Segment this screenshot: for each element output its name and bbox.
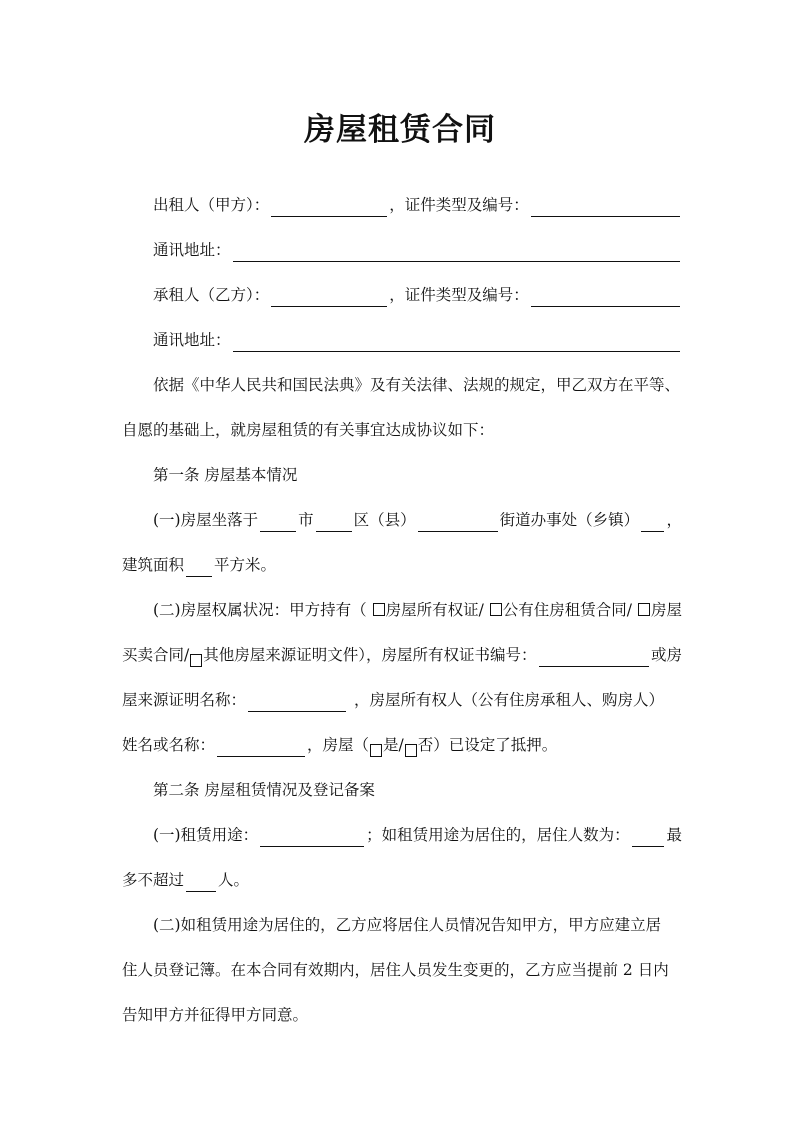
lessor-address-field[interactable] <box>233 243 680 262</box>
owner-label: ，房屋所有权人（公有住房承租人、购房人） <box>354 691 665 709</box>
lessor-name-field[interactable] <box>271 198 387 217</box>
town-field[interactable] <box>641 513 664 532</box>
ownership-l2-end: 或房 <box>650 646 682 664</box>
opt-ownership-cert: 房屋所有权证/ <box>385 601 484 619</box>
source-doc-field[interactable] <box>248 693 346 712</box>
residents-count-field[interactable] <box>632 828 665 847</box>
opt-house: 房屋 <box>650 601 682 619</box>
max-residents-suffix: 人。 <box>218 871 250 889</box>
lessor-id-field[interactable] <box>531 198 680 217</box>
purpose-field[interactable] <box>260 828 364 847</box>
article-1-heading: 第一条 房屋基本情况 <box>153 466 298 484</box>
street-label: 街道办事处（乡镇） <box>499 511 640 529</box>
lessee-address-label: 通讯地址： <box>153 331 231 349</box>
owner-name-label: 姓名或名称： <box>122 736 216 754</box>
contract-title: 房屋租赁合同 <box>304 112 496 148</box>
street-field[interactable] <box>418 513 498 532</box>
owner-name-field[interactable] <box>217 738 305 757</box>
lessee-line <box>153 283 682 307</box>
lessee-id-label: ，证件类型及编号： <box>389 286 529 304</box>
mortgage-yes: 是/ <box>383 736 404 754</box>
residence-line-2: 住人员登记簿。在本合同有效期内，居住人员发生变更的，乙方应当提前 2 日内 <box>122 961 669 979</box>
district-label: 区（县） <box>353 511 416 529</box>
preamble-line-1: 依据《中华人民共和国民法典》及有关法律、法规的规定，甲乙双方在平等、 <box>153 376 681 394</box>
area-prefix: 建筑面积 <box>122 556 185 574</box>
opt-sale-contract: 买卖合同/ <box>122 646 190 664</box>
checkbox-mortgage-yes[interactable] <box>370 744 382 757</box>
lessor-address-label: 通讯地址： <box>153 241 231 259</box>
lessor-address-line <box>153 238 682 262</box>
lessor-id-label: ，证件类型及编号： <box>389 196 529 214</box>
residence-line-3: 告知甲方并征得甲方同意。 <box>122 1006 309 1024</box>
checkbox-other-docs[interactable] <box>190 654 202 667</box>
checkbox-ownership-cert[interactable] <box>373 603 385 616</box>
checkbox-mortgage-no[interactable] <box>405 744 417 757</box>
ownership-line-3 <box>122 688 682 712</box>
location-line <box>153 508 682 532</box>
max-residents-line <box>122 868 682 892</box>
checkbox-house-sale[interactable] <box>638 603 650 616</box>
ownership-prefix: (二)房屋权属状况：甲方持有（ <box>153 601 367 619</box>
mortgage-label: ，房屋（ <box>307 736 370 754</box>
district-field[interactable] <box>316 513 352 532</box>
purpose-prefix: (一)租赁用途： <box>153 826 259 844</box>
opt-other-docs: 其他房屋来源证明文件），房屋所有权证书编号： <box>203 646 537 664</box>
lessee-label: 承租人（乙方）： <box>153 286 270 304</box>
city-label: 市 <box>298 511 314 529</box>
max-residents-prefix: 多不超过 <box>122 871 185 889</box>
area-field[interactable] <box>186 558 212 577</box>
area-suffix: 平方米。 <box>214 556 277 574</box>
lessee-address-field[interactable] <box>233 333 680 352</box>
residence-line-1: (二)如租赁用途为居住的，乙方应将居住人员情况告知甲方，甲方应建立居 <box>153 916 662 934</box>
lessee-address-line <box>153 328 682 352</box>
article-2-heading: 第二条 房屋租赁情况及登记备案 <box>153 781 375 799</box>
ownership-line-4 <box>122 733 682 757</box>
cert-number-field[interactable] <box>539 648 649 667</box>
purpose-line <box>153 823 682 847</box>
purpose-mid: ；如租赁用途为居住的，居住人数为： <box>366 826 630 844</box>
source-doc-label: 屋来源证明名称： <box>122 691 247 709</box>
opt-public-lease: 公有住房租赁合同/ <box>502 601 633 619</box>
preamble-line-2: 自愿的基础上，就房屋租赁的有关事宜达成协议如下： <box>122 421 495 439</box>
lessor-line <box>153 193 682 217</box>
location-end: ， <box>666 511 682 529</box>
purpose-end: 最 <box>666 826 682 844</box>
mortgage-no: 否）已设定了抵押。 <box>417 736 558 754</box>
lessee-id-field[interactable] <box>531 288 680 307</box>
area-line <box>122 553 682 577</box>
ownership-line-1 <box>153 598 682 622</box>
city-field[interactable] <box>260 513 296 532</box>
ownership-line-2 <box>122 643 682 667</box>
lessor-label: 出租人（甲方）： <box>153 196 270 214</box>
location-prefix: (一)房屋坐落于 <box>153 511 259 529</box>
lessee-name-field[interactable] <box>271 288 387 307</box>
checkbox-public-lease[interactable] <box>490 603 502 616</box>
max-residents-field[interactable] <box>186 873 216 892</box>
